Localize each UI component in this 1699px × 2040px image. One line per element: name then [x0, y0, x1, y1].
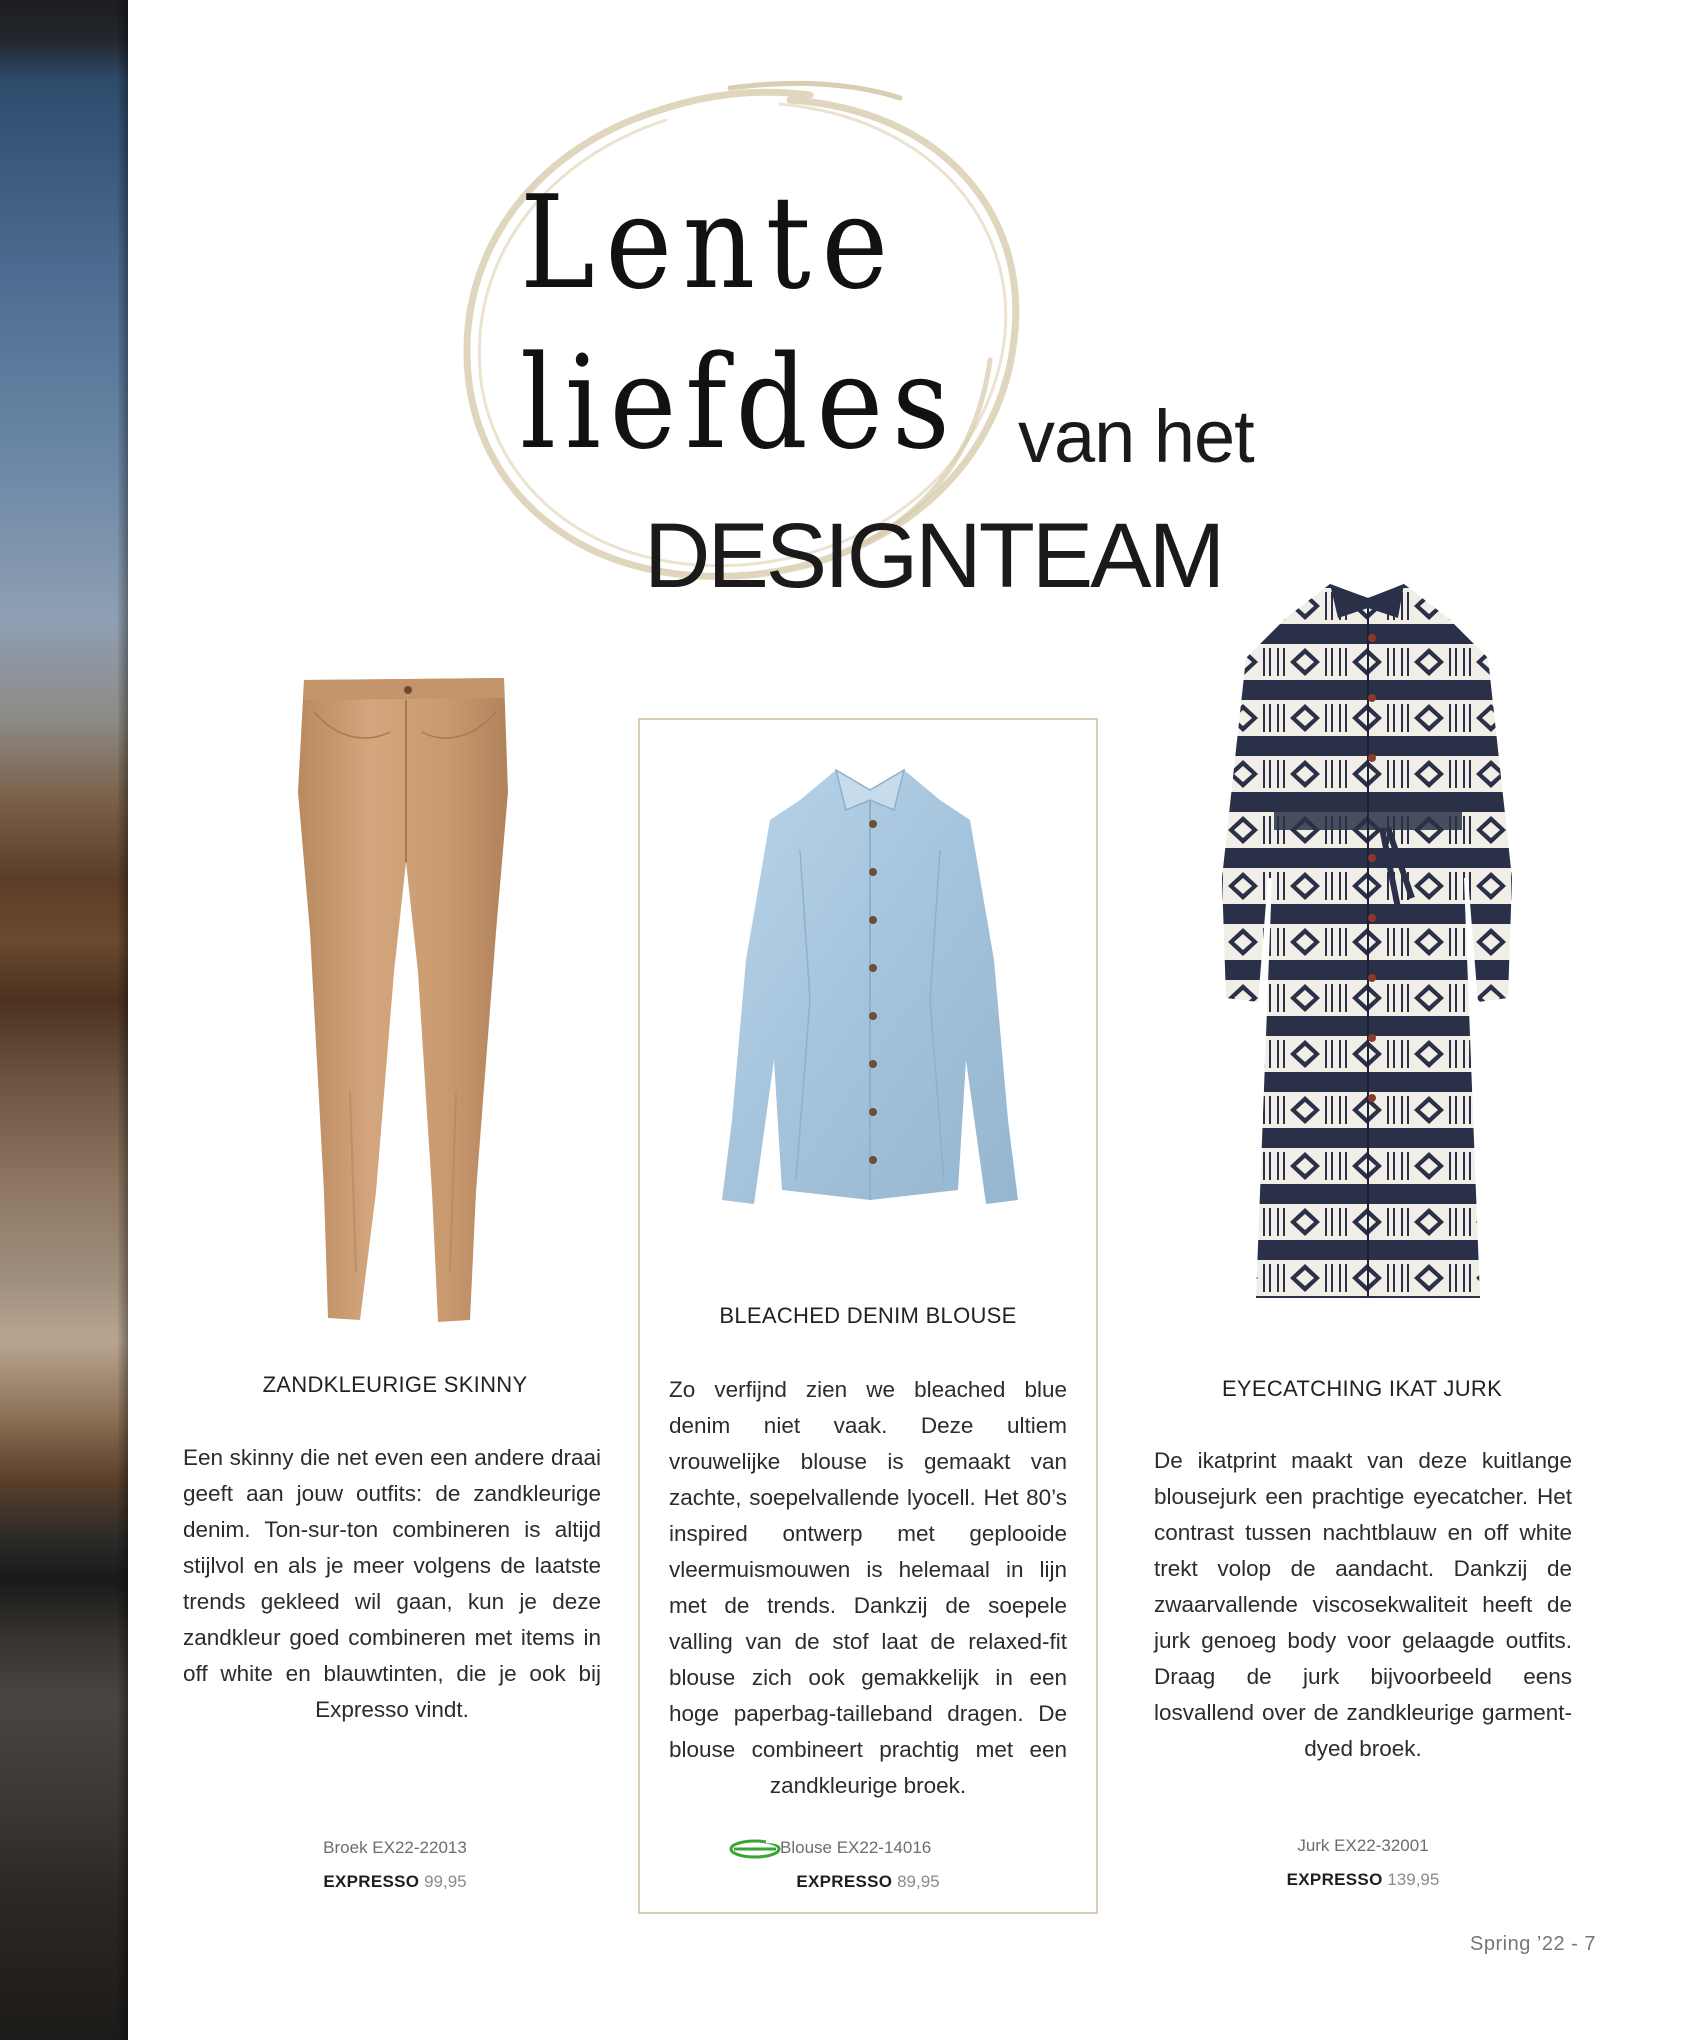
product-description-skinny: Een skinny die net even een andere draai geeft aan jouw outfits: de zandkleurige denim. Ton-sur-ton combineren is altijd stijlvol en als je meer volgens de laatste trends gekleed wil gaan, kun je deze zandkleur goed combineren met items in off white en blauwtinten, die je ook bij Expresso vindt. — [183, 1445, 601, 1722]
product-description-dress: De ikatprint maakt van deze kuitlange blousejurk een prachtige eyecatcher. Het contrast tussen nachtblauw en off white trekt volop de aandacht. Dankzij de zwaarvallende viscosekwaliteit heeft de jurk genoeg body voor gelaagde outfits. Draag de jurk bijvoorbeeld eens losvallend over de zandkleurige garment-dyed broek. — [1154, 1448, 1572, 1761]
sand-skinny-jeans-image — [290, 672, 520, 1327]
product-code-dress: Jurk EX22-32001 — [1297, 1836, 1429, 1855]
product-description-blouse: Zo verfijnd zien we bleached blue denim niet vaak. Deze ultiem vrouwelijke blouse is gemaakt van zachte, soepelvallende lyocell. Het 80’s inspired ontwerp met geplooide vleermuismouwen is helemaal in lijn met de trends. Dankzij de soepele valling van de stof laat de relaxed-fit blouse zich ook gemakkelijk in een hoge paperbag-tailleband dragen. De blouse combineert prachtig met een zandkleurige broek. — [669, 1377, 1067, 1798]
title-liefdes: liefdes — [520, 329, 959, 478]
green-e-logo-icon — [726, 1836, 784, 1860]
page-footer: Spring ’22 - 7 — [1470, 1933, 1596, 1955]
title-van-het: van het — [1018, 395, 1254, 478]
bleached-denim-blouse-image — [708, 760, 1033, 1220]
ikat-dress-image — [1212, 578, 1522, 1318]
title-designteam: DESIGNTEAM — [644, 505, 1223, 607]
product-heading-dress: EYECATCHING IKAT JURK — [1221, 1376, 1503, 1401]
brand-name: EXPRESSO — [1286, 1870, 1383, 1889]
brand-name: EXPRESSO — [323, 1872, 420, 1891]
product-price-blouse — [718, 1872, 1018, 1892]
side-photo-strip — [0, 0, 128, 2040]
product-price-dress — [1218, 1870, 1508, 1890]
price-value: 99,95 — [424, 1872, 467, 1891]
product-price-skinny — [250, 1872, 540, 1892]
brand-name: EXPRESSO — [796, 1872, 893, 1891]
price-value: 139,95 — [1387, 1870, 1440, 1889]
product-code-blouse: Blouse EX22-14016 — [780, 1838, 932, 1857]
product-heading-blouse: BLEACHED DENIM BLOUSE — [719, 1303, 1017, 1328]
title-lente: Lente — [520, 169, 899, 318]
price-value: 89,95 — [897, 1872, 940, 1891]
product-heading-skinny: ZANDKLEURIGE SKINNY — [262, 1372, 528, 1397]
product-code-skinny: Broek EX22-22013 — [323, 1838, 467, 1857]
